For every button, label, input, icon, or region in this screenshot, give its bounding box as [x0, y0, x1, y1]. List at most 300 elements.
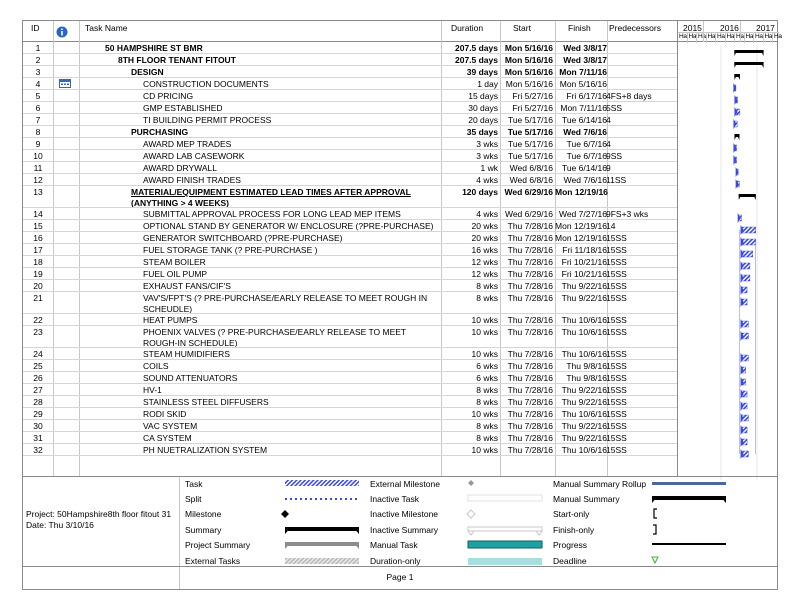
header-duration: Duration: [451, 23, 484, 33]
table-row: [23, 90, 677, 102]
legend-label: Milestone: [185, 509, 222, 519]
row-id: 30: [33, 421, 43, 431]
task-bar: [741, 413, 749, 423]
table-row: [23, 348, 677, 360]
row-id: 12: [33, 175, 43, 185]
task-bar: [733, 143, 736, 153]
row-start: Tue 5/17/16: [507, 115, 553, 125]
task-bar: [741, 401, 748, 411]
row-duration: 20 wks: [471, 233, 498, 243]
legend-swatches: [23, 477, 779, 569]
row-id: 2: [35, 55, 41, 65]
col-divider: [703, 21, 704, 42]
row-finish: Tue 6/7/16: [566, 139, 607, 149]
task-bar: [736, 179, 740, 189]
row-duration: 30 days: [468, 103, 498, 113]
row-predecessors: 15SS: [606, 233, 627, 243]
start-only-swatch: [654, 509, 657, 518]
row-start: Tue 5/17/16: [507, 127, 553, 137]
row-finish: Thu 9/8/16: [566, 373, 607, 383]
manual-summary-swatch: [652, 496, 726, 503]
legend-label: Manual Summary: [553, 494, 620, 504]
task-bar: [741, 273, 750, 283]
row-predecessors: 15SS: [606, 349, 627, 359]
row-predecessors: 15SS: [606, 281, 627, 291]
row-finish: Thu 9/22/16: [561, 433, 607, 443]
header-start: Start: [513, 23, 531, 33]
task-bar: [741, 389, 748, 399]
row-id: 24: [33, 349, 43, 359]
row-finish: Mon 12/19/16: [555, 221, 607, 231]
row-predecessors: 15SS: [606, 327, 627, 337]
row-predecessors: 15SS: [606, 315, 627, 325]
row-finish: Wed 3/8/17: [563, 55, 607, 65]
external-milestone-swatch: [468, 480, 474, 486]
row-task-name: RODI SKID: [143, 409, 187, 419]
row-task-name: CA SYSTEM: [143, 433, 192, 443]
row-id: 13: [33, 187, 43, 197]
table-row: [23, 186, 677, 208]
row-predecessors: 15SS: [606, 293, 627, 303]
row-start: Wed 6/8/16: [509, 163, 553, 173]
row-start: Wed 6/29/16: [504, 187, 553, 197]
row-start: Thu 7/28/16: [507, 421, 553, 431]
row-start: Thu 7/28/16: [507, 269, 553, 279]
row-task-name: DESIGN: [131, 67, 164, 77]
table-row: [23, 384, 677, 396]
row-id: 7: [35, 115, 41, 125]
row-finish: Thu 10/6/16: [561, 349, 607, 359]
table-row: [23, 280, 677, 292]
timescale-half-tick: Ha: [696, 33, 706, 43]
table-row: [23, 292, 677, 314]
task-bar: [741, 331, 749, 341]
legend-label: External Milestone: [370, 479, 440, 489]
manual-summary-rollup-swatch: [652, 482, 726, 485]
row-finish: Thu 10/6/16: [561, 327, 607, 337]
col-divider: [740, 21, 741, 42]
row-duration: 4 wks: [476, 209, 498, 219]
row-finish: Fri 11/18/16: [562, 245, 607, 255]
row-task-name: 50 HAMPSHIRE ST BMR: [105, 43, 203, 53]
row-task-name: FUEL STORAGE TANK (? PRE-PURCHASE ): [143, 245, 318, 255]
row-predecessors: 4FS+8 days: [606, 91, 652, 101]
timescale-half-tick: Ha: [763, 33, 773, 43]
row-finish: Thu 9/22/16: [561, 281, 607, 291]
row-duration: 8 wks: [476, 281, 498, 291]
table-row: [23, 372, 677, 384]
row-id: 11: [33, 163, 43, 173]
table-row: [23, 42, 677, 54]
row-duration: 12 wks: [471, 269, 498, 279]
table-row: [23, 114, 677, 126]
table-row: [23, 208, 677, 220]
legend-label: External Tasks: [185, 556, 241, 566]
table-row: [23, 220, 677, 232]
table-row: [23, 54, 677, 66]
row-task-name: SUBMITTAL APPROVAL PROCESS FOR LONG LEAD MEP ITEMS: [143, 209, 401, 219]
table-row: [23, 174, 677, 186]
legend-date: Date: Thu 3/10/16: [26, 520, 94, 530]
row-predecessors: 9SS: [606, 151, 623, 161]
task-bar: [733, 119, 737, 129]
row-id: 17: [33, 245, 43, 255]
row-task-name: AWARD MEP TRADES: [143, 139, 232, 149]
legend-label: Inactive Task: [370, 494, 419, 504]
table-row: [23, 232, 677, 244]
row-start: Thu 7/28/16: [507, 233, 553, 243]
row-duration: 39 days: [466, 67, 498, 77]
table-row: [23, 268, 677, 280]
legend-label: Inactive Summary: [370, 525, 439, 535]
row-start: Thu 7/28/16: [507, 349, 553, 359]
task-bar: [733, 83, 736, 93]
row-predecessors: 9FS+3 wks: [606, 209, 649, 219]
external-tasks-swatch: [285, 558, 359, 564]
table-row: [23, 360, 677, 372]
row-predecessors: 15SS: [606, 421, 627, 431]
task-bar: [736, 167, 739, 177]
row-finish: Fri 6/17/16: [566, 91, 607, 101]
row-id: 20: [33, 281, 43, 291]
row-finish: Thu 9/8/16: [566, 361, 607, 371]
page-number: Page 1: [386, 572, 414, 582]
header-task-name: Task Name: [85, 23, 128, 33]
row-id: 18: [33, 257, 43, 267]
row-id: 16: [33, 233, 43, 243]
row-finish: Mon 7/11/16: [560, 103, 607, 113]
row-duration: 16 wks: [471, 245, 498, 255]
row-task-name: VAV'S/FPT'S (? PRE-PURCHASE/EARLY RELEASE TO MEET ROUGH IN SCHEUDLE): [143, 293, 428, 314]
row-id: 21: [33, 293, 43, 303]
row-start: Thu 7/28/16: [507, 293, 553, 303]
deadline-swatch: [652, 557, 658, 563]
task-bar: [741, 353, 749, 363]
row-task-name: HEAT PUMPS: [143, 315, 198, 325]
legend-label: Manual Task: [370, 540, 418, 550]
row-duration: 3 wks: [476, 151, 498, 161]
info-icon: [56, 26, 68, 40]
task-bar: [741, 225, 756, 235]
legend-label: Finish-only: [553, 525, 595, 535]
row-start: Thu 7/28/16: [507, 315, 553, 325]
row-finish: Thu 9/22/16: [561, 385, 607, 395]
legend-label: Summary: [185, 525, 222, 535]
row-duration: 207.5 days: [454, 55, 498, 65]
row-id: 31: [33, 433, 43, 443]
row-duration: 8 wks: [476, 293, 498, 303]
row-finish: Tue 6/14/16: [561, 115, 607, 125]
table-row: [23, 150, 677, 162]
task-bar: [741, 449, 749, 459]
row-start: Thu 7/28/16: [507, 445, 553, 455]
timescale-half-tick: Ha: [753, 33, 763, 43]
row-task-name: STAINLESS STEEL DIFFUSERS: [143, 397, 269, 407]
row-task-name: VAC SYSTEM: [143, 421, 198, 431]
row-duration: 15 days: [468, 91, 498, 101]
row-task-name: STEAM BOILER: [143, 257, 206, 267]
row-predecessors: 15SS: [606, 257, 627, 267]
table-row: [23, 78, 677, 90]
row-predecessors: 15SS: [606, 433, 627, 443]
progress-swatch: [652, 543, 726, 545]
row-start: Thu 7/28/16: [507, 409, 553, 419]
row-predecessors: 15SS: [606, 445, 627, 455]
timescale-half-tick: Ha: [706, 33, 716, 43]
finish-only-swatch: [653, 525, 656, 534]
summary-bar: [734, 134, 739, 140]
row-duration: 1 day: [477, 79, 498, 89]
task-bar: [741, 285, 748, 295]
row-start: Fri 5/27/16: [512, 103, 553, 113]
row-finish: Mon 12/19/16: [555, 233, 607, 243]
row-start: Thu 7/28/16: [507, 361, 553, 371]
timescale-half-tick: Ha: [725, 33, 735, 43]
legend-label: Progress: [553, 540, 588, 550]
table-header: [23, 21, 782, 42]
row-start: Mon 5/16/16: [504, 43, 553, 53]
row-task-name: AWARD DRYWALL: [143, 163, 217, 173]
row-start: Fri 5/27/16: [512, 91, 553, 101]
row-task-name: HV-1: [143, 385, 162, 395]
row-start: Wed 6/29/16: [504, 209, 553, 219]
header-year-2015: 2015: [683, 23, 702, 33]
row-id: 32: [33, 445, 43, 455]
row-start: Thu 7/28/16: [507, 327, 553, 337]
row-id: 23: [33, 327, 43, 337]
task-bar: [741, 365, 746, 375]
row-id: 22: [33, 315, 43, 325]
row-id: 4: [35, 79, 41, 89]
task-swatch: [285, 480, 359, 486]
row-start: Mon 5/16/16: [505, 79, 553, 89]
row-task-name: PH NUETRALIZATION SYSTEM: [143, 445, 268, 455]
row-finish: Thu 10/6/16: [561, 409, 607, 419]
row-start: Mon 5/16/16: [504, 55, 553, 65]
task-bar: [741, 425, 748, 435]
header-year-2017: 2017: [756, 23, 775, 33]
page-footer: [23, 566, 777, 589]
row-task-name: PURCHASING: [131, 127, 189, 137]
row-duration: 8 wks: [476, 421, 498, 431]
timescale-half-tick: Ha: [744, 33, 754, 43]
row-task-name: FUEL OIL PUMP: [143, 269, 208, 279]
row-finish: Tue 6/7/16: [566, 151, 607, 161]
row-duration: 8 wks: [476, 433, 498, 443]
table-row: [23, 326, 677, 348]
row-finish: Thu 10/6/16: [561, 315, 607, 325]
summary-bar: [734, 50, 763, 56]
table-row: [23, 408, 677, 420]
row-duration: 35 days: [466, 127, 498, 137]
row-id: 6: [35, 103, 41, 113]
row-task-name: CONSTRUCTION DOCUMENTS: [143, 79, 269, 89]
row-predecessors: 15SS: [606, 397, 627, 407]
row-task-name: TI BUILDING PERMIT PROCESS: [143, 115, 272, 125]
row-finish: Thu 9/22/16: [561, 293, 607, 303]
row-duration: 20 wks: [471, 221, 498, 231]
legend-label: Inactive Milestone: [370, 509, 439, 519]
legend-project: Project: 50Hampshire8th floor fitout 31: [26, 509, 172, 519]
row-duration: 10 wks: [471, 445, 498, 455]
row-id: 10: [33, 151, 43, 161]
summary-bar: [734, 74, 740, 80]
row-id: 5: [35, 91, 41, 101]
row-id: 1: [35, 43, 41, 53]
table-row: [23, 244, 677, 256]
task-bar: [734, 107, 739, 117]
row-start: Thu 7/28/16: [507, 221, 553, 231]
row-start: Thu 7/28/16: [507, 245, 553, 255]
calendar-note-icon: [59, 79, 71, 90]
row-start: Thu 7/28/16: [507, 257, 553, 267]
row-duration: 8 wks: [476, 385, 498, 395]
row-finish: Thu 9/22/16: [561, 421, 607, 431]
row-start: Wed 6/8/16: [509, 175, 553, 185]
row-start: Thu 7/28/16: [507, 433, 553, 443]
row-predecessors: 14: [606, 221, 616, 231]
table-row: [23, 420, 677, 432]
row-id: 29: [33, 409, 43, 419]
task-bar: [741, 377, 746, 387]
gantt-chart: [677, 42, 779, 484]
legend-label: Start-only: [553, 509, 590, 519]
project-summary-swatch: [285, 542, 359, 549]
row-duration: 207.5 days: [454, 43, 498, 53]
task-bar: [741, 319, 749, 329]
table-row: [23, 314, 677, 326]
row-duration: 6 wks: [476, 361, 498, 371]
summary-bar: [739, 194, 756, 200]
row-task-name: AWARD LAB CASEWORK: [143, 151, 245, 161]
row-predecessors: 15SS: [606, 409, 627, 419]
table-row: [23, 102, 677, 114]
milestone-swatch: [281, 510, 289, 518]
row-task-name: CD PRICING: [143, 91, 194, 101]
row-id: 15: [33, 221, 43, 231]
header-year-2016: 2016: [720, 23, 739, 33]
row-start: Tue 5/17/16: [507, 139, 553, 149]
legend-label: Project Summary: [185, 540, 251, 550]
header-predecessors: Predecessors: [609, 23, 661, 33]
row-finish: Fri 10/21/16: [561, 257, 607, 267]
row-predecessors: 15SS: [606, 373, 627, 383]
task-bar: [741, 249, 753, 259]
row-start: Mon 5/16/16: [504, 67, 553, 77]
row-duration: 10 wks: [471, 409, 498, 419]
table-row: [23, 432, 677, 444]
row-id: 19: [33, 269, 43, 279]
row-id: 8: [35, 127, 41, 137]
row-duration: 3 wks: [476, 139, 498, 149]
row-finish: Thu 9/22/16: [561, 397, 607, 407]
header-finish: Finish: [568, 23, 591, 33]
row-id: 28: [33, 397, 43, 407]
row-finish: Wed 7/6/16: [563, 127, 607, 137]
timescale-half-tick: Ha: [715, 33, 725, 43]
inactive-milestone-swatch: [467, 510, 475, 518]
row-finish: Wed 7/6/16: [563, 175, 607, 185]
row-predecessors: 15SS: [606, 245, 627, 255]
task-bar: [733, 155, 736, 165]
row-task-name: PHOENIX VALVES (? PRE-PURCHASE/EARLY RELEASE TO MEET ROUGH-IN SCHEDULE): [143, 327, 406, 348]
row-start: Thu 7/28/16: [507, 397, 553, 407]
row-predecessors: 15SS: [606, 361, 627, 371]
timescale-half-tick: Ha: [687, 33, 697, 43]
row-id: 3: [35, 67, 41, 77]
table-row: [23, 66, 677, 78]
row-predecessors: 5SS: [606, 103, 623, 113]
row-finish: Fri 10/21/16: [561, 269, 607, 279]
timescale-half-tick: Ha: [677, 33, 687, 43]
row-duration: 12 wks: [471, 257, 498, 267]
legend-label: Duration-only: [370, 556, 421, 566]
row-finish: Wed 3/8/17: [563, 43, 607, 53]
row-id: 25: [33, 361, 43, 371]
row-duration: 4 wks: [476, 175, 498, 185]
row-finish: Tue 6/14/16: [561, 163, 607, 173]
row-duration: 10 wks: [471, 315, 498, 325]
row-task-name: EXHAUST FANS/CIF'S: [143, 281, 231, 291]
row-duration: 10 wks: [471, 349, 498, 359]
row-id: 26: [33, 373, 43, 383]
task-bar: [741, 297, 748, 307]
table-row: [23, 138, 677, 150]
legend-label: Task: [185, 479, 203, 489]
timescale-half-tick: Ha: [734, 33, 744, 43]
row-duration: 8 wks: [476, 397, 498, 407]
row-predecessors: 9: [606, 163, 611, 173]
table-row: [23, 162, 677, 174]
table-row: [23, 126, 677, 138]
row-start: Thu 7/28/16: [507, 373, 553, 383]
timescale-half-tick: Ha: [772, 33, 782, 43]
row-predecessors: 11SS: [606, 175, 627, 185]
legend-label: Deadline: [553, 556, 587, 566]
inactive-summary-swatch: [468, 527, 542, 535]
row-predecessors: 4: [606, 115, 611, 125]
row-start: Thu 7/28/16: [507, 281, 553, 291]
row-duration: 1 wk: [480, 163, 498, 173]
row-predecessors: 4: [606, 139, 611, 149]
table-row: [23, 396, 677, 408]
task-bar: [734, 95, 737, 105]
duration-only-swatch: [468, 558, 542, 565]
summary-bar: [734, 62, 763, 68]
table-row: [23, 256, 677, 268]
row-finish: Wed 7/27/16: [558, 209, 607, 219]
row-duration: 120 days: [462, 187, 498, 197]
row-task-name: STEAM HUMIDIFIERS: [143, 349, 230, 359]
row-predecessors: 15SS: [606, 269, 627, 279]
legend-label: Manual Summary Rollup: [553, 479, 647, 489]
row-duration: 10 wks: [471, 327, 498, 337]
row-predecessors: 15SS: [606, 385, 627, 395]
row-task-name: MATERIAL/EQUIPMENT ESTIMATED LEAD TIMES AFTER APPROVAL (ANYTHING > 4 WEEKS): [131, 187, 411, 208]
row-start: Tue 5/17/16: [507, 151, 553, 161]
row-task-name: 8TH FLOOR TENANT FITOUT: [118, 55, 236, 65]
row-start: Thu 7/28/16: [507, 385, 553, 395]
row-finish: Mon 12/19/16: [555, 187, 608, 197]
task-bar: [741, 437, 748, 447]
header-id: ID: [31, 23, 40, 33]
inactive-task-swatch: [468, 495, 542, 501]
row-task-name: AWARD FINISH TRADES: [143, 175, 241, 185]
row-task-name: SOUND ATTENUATORS: [143, 373, 238, 383]
row-id: 9: [35, 139, 41, 149]
row-task-name: OPTIONAL STAND BY GENERATOR W/ ENCLOSURE (?PRE-PURCHASE): [143, 221, 434, 231]
task-bar: [741, 261, 750, 271]
